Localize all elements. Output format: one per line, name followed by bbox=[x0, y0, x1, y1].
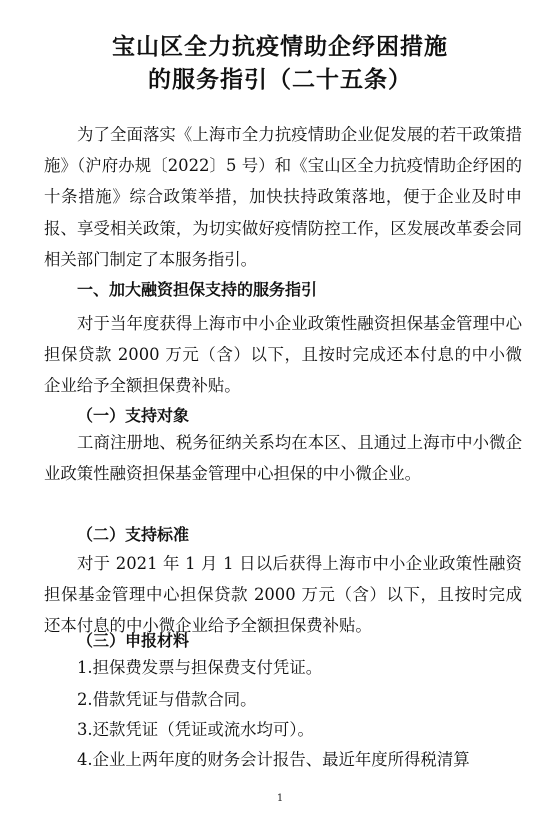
section-1-heading: 一、加大融资担保支持的服务指引 bbox=[77, 280, 318, 299]
subsection-support-standard-paragraph: 对于 2021 年 1 月 1 日以后获得上海市中小企业政策性融资担保基金管理中心担保贷款 2000 万元（含）以下，且按时完成还本付息的中小微企业给予全额担保费补贴。 bbox=[44, 554, 522, 636]
document-title-line-1: 宝山区全力抗疫情助企纾困措施 bbox=[112, 34, 448, 60]
materials-item-1: 1.担保费发票与担保费支付凭证。 bbox=[77, 658, 323, 677]
subsection-materials-heading: （三）申报材料 bbox=[77, 631, 190, 650]
page-number: 1 bbox=[276, 793, 284, 804]
intro-paragraph: 为了全面落实《上海市全力抗疫情助企业促发展的若干政策措施》（沪府办规〔2022〕5 号）和《宝山区全力抗疫情助企纾困的十条措施》综合政策举措，加快扶持政策落地，便于企业及时申报、享受相关政策，为切实做好疫情防控工作，区发展改革委会同相关部门制定了本服务指引。 bbox=[44, 125, 522, 269]
subsection-support-target-heading: （一）支持对象 bbox=[77, 406, 190, 425]
materials-item-3: 3.还款凭证（凭证或流水均可）。 bbox=[77, 720, 314, 739]
subsection-support-target-paragraph: 工商注册地、税务征纳关系均在本区、且通过上海市中小微企业政策性融资担保基金管理中心担保的中小微企业。 bbox=[44, 433, 522, 484]
section-1-paragraph: 对于当年度获得上海市中小企业政策性融资担保基金管理中心担保贷款 2000 万元（含）以下，且按时完成还本付息的中小微企业给予全额担保费补贴。 bbox=[44, 314, 522, 396]
materials-item-4: 4.企业上两年度的财务会计报告、最近年度所得税清算 bbox=[77, 750, 470, 769]
materials-item-2: 2.借款凭证与借款合同。 bbox=[77, 690, 257, 709]
document-title-line-2: 的服务指引（二十五条） bbox=[148, 67, 412, 93]
subsection-support-standard-heading: （二）支持标准 bbox=[77, 525, 190, 544]
